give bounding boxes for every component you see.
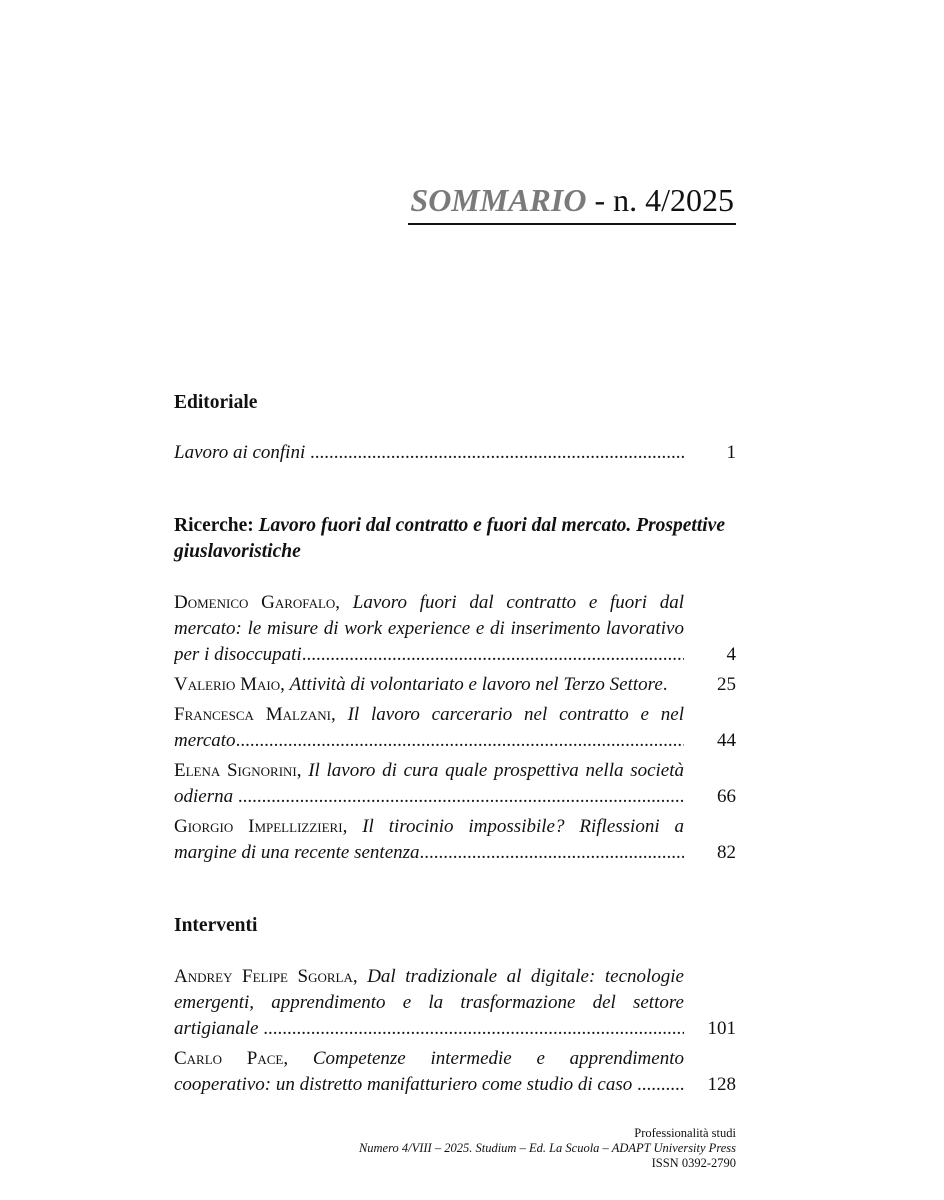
entry-title-cont: emergenti, apprendimento e la trasformazione del settore (174, 992, 684, 1013)
entry-title: Il lavoro di cura quale prospettiva nella società (308, 760, 684, 781)
page-number: 128 (707, 1074, 736, 1095)
entry-title: Il tirocinio impossibile? Riflessioni a (362, 816, 684, 837)
page-footer (359, 1126, 736, 1171)
toc-entry[interactable]: Valerio Maio , Attività di volontariato e lavoro nel Terzo Settore . 25 (174, 672, 736, 698)
toc-entry[interactable]: Andrey Felipe Sgorla, Dal tradizionale al digitale: tecnologie emergenti, apprendimento e la trasformazione del settore artigianale ..... 101 (174, 964, 736, 1042)
section-title-editoriale: Editoriale (174, 392, 258, 413)
entry-title: Competenze intermedie e apprendimento (312, 1048, 684, 1069)
page-number: 25 (717, 674, 736, 695)
toc-entry[interactable]: Francesca Malzani, Il lavoro carcerario nel contratto e nel mercato ..... 44 (174, 702, 736, 754)
entry-title: Il lavoro carcerario nel contratto e nel (347, 704, 684, 725)
page-number: 66 (717, 786, 736, 807)
entry-author: Giorgio Impellizzieri (174, 816, 343, 837)
toc-entry[interactable]: Carlo Pace, Competenze intermedie e apprendimento cooperativo: un distretto manifatturiero come studio di caso ..... 128 (174, 1046, 736, 1098)
toc-entry[interactable]: Domenico Garofalo, Lavoro fuori dal contratto e fuori dal mercato: le misure di work experience e di inserimento lavorativo per i disoccupati ..... 4 (174, 590, 736, 668)
entry-title-cont: per i disoccupati (174, 644, 302, 665)
leader-dots (310, 440, 684, 466)
entry-author: Elena Signorini (174, 760, 297, 781)
page-number: 44 (717, 730, 736, 751)
footer-issn: ISSN 0392-2790 (651, 1156, 736, 1170)
toc-entry[interactable] (174, 440, 736, 466)
toc-entry[interactable]: Elena Signorini, Il lavoro di cura quale prospettiva nella società odierna ..... 66 (174, 758, 736, 810)
entry-title-cont: mercato (174, 730, 236, 751)
page-title (408, 178, 736, 225)
entry-title: Lavoro ai confini (174, 442, 306, 463)
entry-title-cont: margine di una recente sentenza (174, 842, 420, 863)
page-number: 101 (707, 1018, 736, 1039)
page-number: 1 (726, 442, 736, 463)
footer-journal: Professionalità studi (634, 1126, 736, 1140)
title-word: SOMMARIO (410, 182, 587, 218)
leader-dots (236, 728, 684, 754)
section-title-interventi: Interventi (174, 915, 258, 936)
entry-title: Lavoro fuori dal contratto e fuori dal (352, 592, 684, 613)
entry-title: Dal tradizionale al digitale: tecnologie (367, 966, 684, 987)
leader-dots (263, 1016, 684, 1042)
entry-title-cont: artigianale (174, 1018, 264, 1039)
entry-author: Andrey Felipe Sgorla (174, 966, 353, 987)
leader-dots (420, 840, 684, 866)
leader-dots (302, 642, 684, 668)
entry-author: Francesca Malzani (174, 704, 331, 725)
table-of-contents (174, 390, 736, 1098)
section-subtitle-line2: giuslavoristiche (174, 541, 301, 562)
section-subtitle-line1: Lavoro fuori dal contratto e fuori dal mercato. Prospettive (258, 515, 725, 536)
page-number: 4 (726, 644, 736, 665)
leader-dots (238, 784, 684, 810)
section-title-ricerche (174, 513, 736, 565)
page-number: 82 (717, 842, 736, 863)
section-prefix: Ricerche: (174, 515, 259, 536)
entry-author: Valerio Maio (174, 674, 281, 695)
entry-title-cont: odierna (174, 786, 238, 807)
title-issue: - n. 4/2025 (586, 182, 734, 218)
leader-dots (637, 1072, 684, 1098)
toc-entry[interactable]: Giorgio Impellizzieri, Il tirocinio impossibile? Riflessioni a margine di una recente sentenza ..... 82 (174, 814, 736, 866)
entry-title: Attività di volontariato e lavoro nel Terzo Settore (289, 674, 663, 695)
entry-title-cont: mercato: le misure di work experience e di inserimento lavorativo (174, 618, 684, 639)
entry-title-cont: cooperativo: un distretto manifatturiero come studio di caso (174, 1074, 633, 1095)
entry-author: Domenico Garofalo (174, 592, 336, 613)
footer-issue: Numero 4/VIII – 2025. Studium – Ed. La Scuola – ADAPT University Press (358, 1141, 736, 1155)
entry-author: Carlo Pace (174, 1048, 284, 1069)
